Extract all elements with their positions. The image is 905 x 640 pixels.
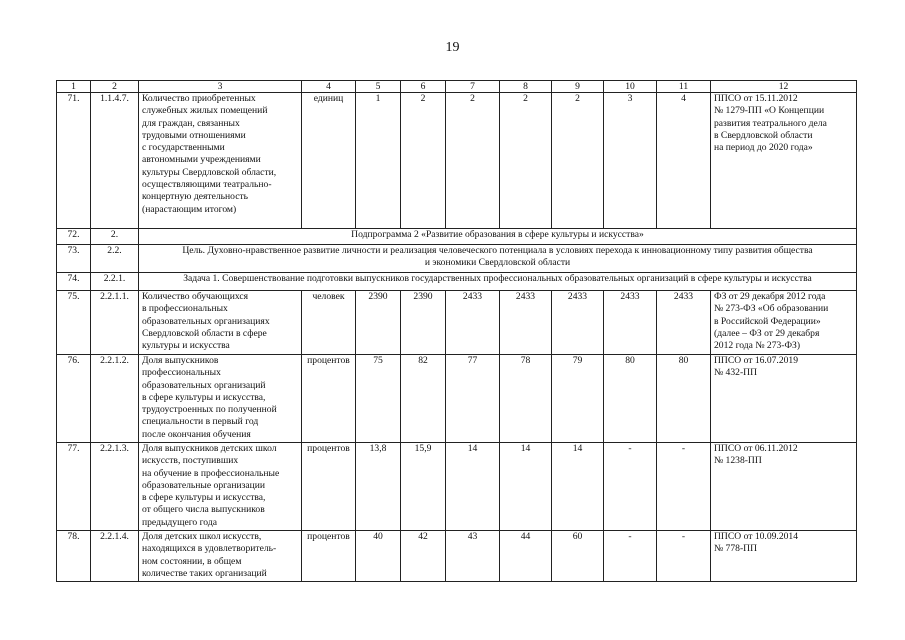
value-cell: 1 [356, 93, 401, 229]
table-row [57, 273, 857, 291]
value-cell: 4 [657, 93, 711, 229]
value-cell: 15,9 [401, 443, 446, 531]
value-cell: - [657, 531, 711, 582]
row-code: 2.2.1.2. [91, 355, 139, 443]
value-cell: 2 [446, 93, 500, 229]
value-cell: 2 [500, 93, 552, 229]
goal-text: Цель. Духовно-нравственное развитие личности и реализация человеческого потенциала в условиях перехода к инновационному типу развития общества и экономики Свердловской области [139, 245, 857, 273]
value-cell: 14 [446, 443, 500, 531]
indicator-name: Доля детских школ искусств, находящихся в удовлетворитель- ном состоянии, в общем количестве таких организаций [139, 531, 302, 582]
header-cell: 4 [302, 81, 356, 93]
header-row [57, 81, 857, 93]
value-cell: 40 [356, 531, 401, 582]
value-cell: 75 [356, 355, 401, 443]
value-cell: 2433 [657, 291, 711, 355]
value-cell: 80 [657, 355, 711, 443]
row-code: 2.2.1.3. [91, 443, 139, 531]
value-cell: 79 [552, 355, 604, 443]
value-cell: 2433 [446, 291, 500, 355]
unit: единиц [302, 93, 356, 229]
row-number: 72. [57, 229, 91, 245]
header-cell: 12 [711, 81, 857, 93]
value-cell: 82 [401, 355, 446, 443]
value-cell: 42 [401, 531, 446, 582]
value-cell: - [657, 443, 711, 531]
row-number: 71. [57, 93, 91, 229]
table-row [57, 93, 857, 229]
indicator-name: Доля выпускников профессиональных образовательных организаций в сфере культуры и искусства, трудоустроенных по полученной специальности в первый год после окончания обучения [139, 355, 302, 443]
indicator-name: Количество обучающихся в профессиональных образовательных организациях Свердловской области в сфере культуры и искусства [139, 291, 302, 355]
row-number: 78. [57, 531, 91, 582]
row-code: 2.2.1.4. [91, 531, 139, 582]
row-number: 74. [57, 273, 91, 291]
table-row [57, 443, 857, 531]
value-cell: 13,8 [356, 443, 401, 531]
page-number: 19 [445, 40, 460, 55]
row-number: 75. [57, 291, 91, 355]
value-cell: 2433 [604, 291, 657, 355]
value-cell: 2 [552, 93, 604, 229]
source-document: ППСО от 16.07.2019 № 432-ПП [711, 355, 857, 443]
value-cell: 80 [604, 355, 657, 443]
indicator-name: Доля выпускников детских школ искусств, поступивших на обучение в профессиональные образовательные организации в сфере культуры и искусства, от общего числа выпускников предыдущего года [139, 443, 302, 531]
row-number: 76. [57, 355, 91, 443]
header-cell: 11 [657, 81, 711, 93]
subprogram-title: Подпрограмма 2 «Развитие образования в сфере культуры и искусства» [139, 229, 857, 245]
unit: процентов [302, 531, 356, 582]
source-document: ППСО от 10.09.2014 № 778-ПП [711, 531, 857, 582]
value-cell: 14 [500, 443, 552, 531]
header-cell: 8 [500, 81, 552, 93]
source-document: ППСО от 15.11.2012 № 1279-ПП «О Концепции развития театрального дела в Свердловской области на период до 2020 года» [711, 93, 857, 229]
unit: человек [302, 291, 356, 355]
value-cell: 2433 [552, 291, 604, 355]
row-number: 77. [57, 443, 91, 531]
value-cell: - [604, 531, 657, 582]
header-cell: 2 [91, 81, 139, 93]
source-document: ППСО от 06.11.2012 № 1238-ПП [711, 443, 857, 531]
table-row [57, 245, 857, 273]
header-cell: 7 [446, 81, 500, 93]
value-cell: 78 [500, 355, 552, 443]
value-cell: 3 [604, 93, 657, 229]
source-document: ФЗ от 29 декабря 2012 года № 273-ФЗ «Об образовании в Российской Федерации» (далее – ФЗ от 29 декабря 2012 года № 273-ФЗ) [711, 291, 857, 355]
row-code: 2. [91, 229, 139, 245]
unit: процентов [302, 355, 356, 443]
value-cell: 44 [500, 531, 552, 582]
row-code: 2.2. [91, 245, 139, 273]
table-row [57, 229, 857, 245]
value-cell: 2433 [500, 291, 552, 355]
row-number: 73. [57, 245, 91, 273]
indicator-name: Количество приобретенных служебных жилых помещений для граждан, связанных трудовыми отношениями с государственными автономными учреждениями культуры Свердловской области, осуществляющими театрально- концертную деятельность (нарастающим итогом) [139, 93, 302, 229]
value-cell: 2390 [356, 291, 401, 355]
task-text: Задача 1. Совершенствование подготовки выпускников государственных профессиональных образовательных организаций в сфере культуры и искусства [139, 273, 857, 291]
unit: процентов [302, 443, 356, 531]
value-cell: - [604, 443, 657, 531]
header-cell: 1 [57, 81, 91, 93]
value-cell: 43 [446, 531, 500, 582]
header-cell: 6 [401, 81, 446, 93]
value-cell: 2 [401, 93, 446, 229]
table-row [57, 291, 857, 355]
value-cell: 2390 [401, 291, 446, 355]
row-code: 1.1.4.7. [91, 93, 139, 229]
value-cell: 60 [552, 531, 604, 582]
header-cell: 10 [604, 81, 657, 93]
indicators-table [56, 80, 857, 582]
value-cell: 77 [446, 355, 500, 443]
table-row [57, 355, 857, 443]
row-code: 2.2.1.1. [91, 291, 139, 355]
table-row [57, 531, 857, 582]
header-cell: 5 [356, 81, 401, 93]
header-cell: 3 [139, 81, 302, 93]
row-code: 2.2.1. [91, 273, 139, 291]
value-cell: 14 [552, 443, 604, 531]
header-cell: 9 [552, 81, 604, 93]
